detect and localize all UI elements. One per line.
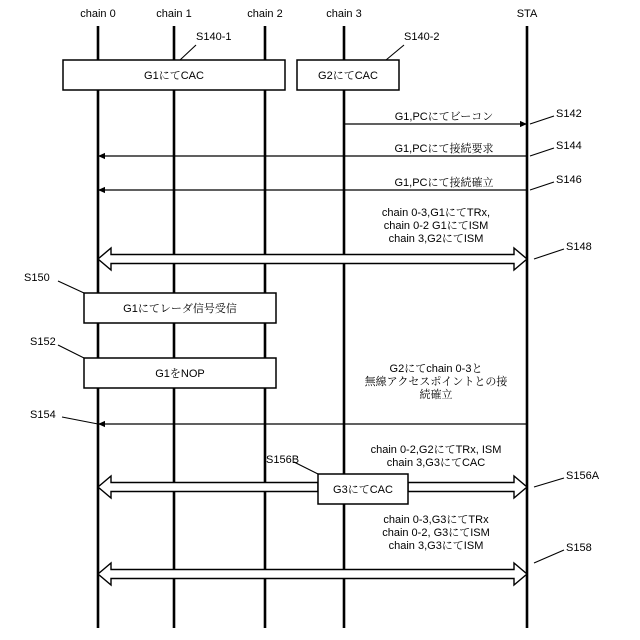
process-box-label-cac-g3: G3にてCAC (333, 484, 393, 496)
leader-line-S140-2 (386, 45, 404, 60)
step-label-S150: S150 (24, 272, 50, 284)
message-label-S156A: chain 0-2,G2にてTRx, ISM chain 3,G3にてCAC (370, 444, 502, 469)
block-arrow (98, 563, 527, 585)
step-label-S154: S154 (30, 409, 56, 421)
step-label-S140-1: S140-1 (196, 31, 232, 43)
lifeline-header-2: chain 2 (247, 8, 283, 20)
step-label-S144: S144 (556, 140, 582, 152)
message-label-S154: G2にてchain 0-3と 無線アクセスポイントとの接 続確立 (364, 363, 508, 401)
leader-line-S152 (58, 345, 84, 358)
step-label-S146: S146 (556, 174, 582, 186)
lifeline-header-3: chain 3 (326, 8, 362, 20)
message-label-S148: chain 0-3,G1にてTRx, chain 0-2 G1にてISM chain 3,G2にてISM (381, 207, 491, 245)
leader-line-S146 (530, 182, 554, 190)
step-label-S158: S158 (566, 542, 592, 554)
leader-line-S158 (534, 550, 564, 563)
leader-line-S142 (530, 116, 554, 124)
leader-line-S154 (62, 417, 98, 424)
process-box-label-cac-g2: G2にてCAC (318, 70, 378, 82)
leader-line-S140-1 (180, 45, 196, 60)
leader-line-S156A (534, 478, 564, 487)
leader-line-S150 (58, 281, 84, 293)
lifeline-header-1: chain 1 (156, 8, 192, 20)
leader-line-S144 (530, 148, 554, 156)
process-box-label-radar-g1: G1にてレーダ信号受信 (123, 303, 237, 315)
message-label-S142: G1,PCにてビーコン (394, 111, 494, 123)
block-arrow (408, 476, 527, 498)
lifeline-header-0: chain 0 (80, 8, 116, 20)
message-label-S146: G1,PCにて接続確立 (394, 177, 494, 189)
step-label-S142: S142 (556, 108, 582, 120)
block-arrow (98, 476, 318, 498)
process-box-label-nop-g1: G1をNOP (155, 368, 205, 380)
step-label-S156B: S156B (266, 454, 300, 466)
step-label-S156A: S156A (566, 470, 600, 482)
leader-line-S148 (534, 249, 564, 259)
message-label-S158: chain 0-3,G3にてTRx chain 0-2, G3にてISM chain 3,G3にてISM (382, 514, 490, 552)
step-label-S148: S148 (566, 241, 592, 253)
lifeline-header-4: STA (516, 8, 538, 20)
process-box-label-cac-g1: G1にてCAC (144, 70, 204, 82)
step-label-S152: S152 (30, 336, 56, 348)
block-arrow (98, 248, 527, 270)
message-label-S144: G1,PCにて接続要求 (394, 143, 494, 155)
step-label-S140-2: S140-2 (404, 31, 440, 43)
